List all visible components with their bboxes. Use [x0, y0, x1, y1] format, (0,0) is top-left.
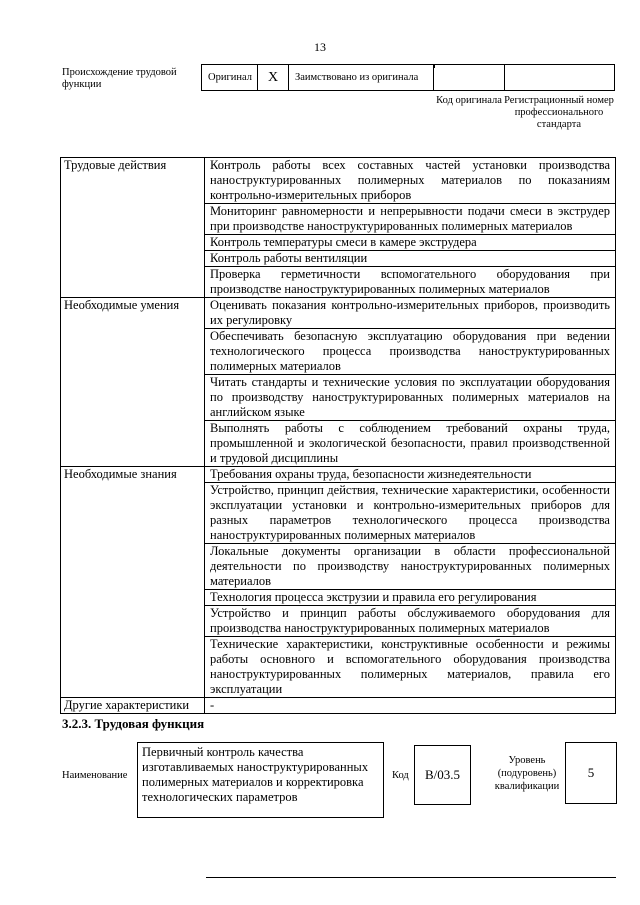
labor-function-table [60, 157, 616, 714]
table-row [61, 298, 616, 329]
row-item: Обеспечивать безопасную эксплуатацию оборудования при ведении технологического процесса производства наноструктурированных полимерных материалов [205, 329, 616, 375]
borrowed-label: Заимствовано из оригинала [289, 65, 434, 90]
row-label: Необходимые умения [61, 298, 205, 467]
row-item: Контроль работы всех составных частей установки производства наноструктурированных полимерных материалов по показаниям контрольно-измерительных приборов [205, 158, 616, 204]
original-label: Оригинал [202, 65, 258, 90]
page-number: 13 [314, 40, 326, 54]
row-item: Мониторинг равномерности и непрерывности подачи смеси в экструдер при производстве наноструктурированных полимерных материалов [205, 204, 616, 235]
origin-box [201, 64, 615, 91]
table-row [61, 467, 616, 483]
registration-caption: Регистрационный номер профессионального стандарта [504, 95, 614, 130]
row-item: Устройство, принцип действия, технические характеристики, особенности эксплуатации установки и контрольно-измерительных приборов для разных параметров технологического процесса производства наноструктурированных полимерных материалов [205, 483, 616, 544]
row-item: Устройство и принцип работы обслуживаемого оборудования для производства наноструктурированных полимерных материалов [205, 606, 616, 637]
original-code-cell [434, 65, 504, 90]
table-row [61, 698, 616, 714]
row-item: Контроль работы вентиляции [205, 251, 616, 267]
row-label: Трудовые действия [61, 158, 205, 298]
row-item: Технология процесса экструзии и правила его регулирования [205, 590, 616, 606]
row-item: Оценивать показания контрольно-измерительных приборов, производить их регулировку [205, 298, 616, 329]
row-item: Технические характеристики, конструктивные особенности и режимы работы основного и вспомогательного оборудования производства наноструктурированных полимерных материалов, правила его эксплуатации [205, 637, 616, 698]
row-item: Читать стандарты и технические условия по эксплуатации оборудования по производству наноструктурированных полимерных материалов на английском языке [205, 375, 616, 421]
row-item: - [205, 698, 616, 714]
row-item: Контроль температуры смеси в камере экструдера [205, 235, 616, 251]
name-label: Наименование [62, 770, 128, 781]
row-label: Другие характеристики [61, 698, 205, 714]
qualification-level-label: Уровень (подуровень) квалификации [494, 755, 560, 792]
code-caption: Код оригинала [436, 95, 502, 106]
original-mark: X [258, 65, 289, 90]
table-row [61, 158, 616, 204]
qualification-level-value: 5 [565, 742, 617, 804]
bottom-rule [206, 877, 616, 878]
code-label: Код [392, 770, 409, 781]
registration-number-cell [504, 65, 614, 90]
function-code-value: B/03.5 [414, 745, 471, 805]
row-item: Локальные документы организации в области профессиональной деятельности по производству наноструктурированных полимерных материалов [205, 544, 616, 590]
row-item: Проверка герметичности вспомогательного оборудования при производстве наноструктурированных полимерных материалов [205, 267, 616, 298]
origin-label: Происхождение трудовой функции [62, 67, 177, 90]
section-title: 3.2.3. Трудовая функция [62, 716, 205, 731]
row-item: Требования охраны труда, безопасности жизнедеятельности [205, 467, 616, 483]
function-name-value: Первичный контроль качества изготавливаемых наноструктурированных полимерных материалов и корректировка технологических параметров [137, 742, 384, 818]
row-label: Необходимые знания [61, 467, 205, 698]
row-item: Выполнять работы с соблюдением требований охраны труда, промышленной и экологической безопасности, правил производственной и трудовой дисциплины [205, 421, 616, 467]
